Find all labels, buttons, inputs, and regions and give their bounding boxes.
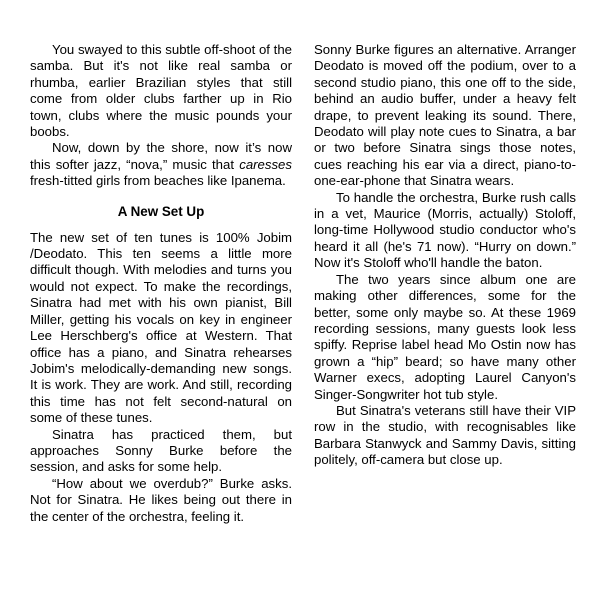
paragraph: But Sinatra's veterans still have their VIP row in the studio, with recognisables like Barbara Stanwyck and Sammy Davis, sitting politely, off-camera but close up. — [314, 402, 576, 468]
paragraph: Sonny Burke figures an alternative. Arranger Deodato is moved off the podium, over to a second studio piano, this one off to the side, behind an audio buffer, under a heavy felt drape, to prevent leaking its sound. There, Deodato will play note cues to Sinatra, a bar or two before Sinatra sings those notes, cues reaching his ear via a direct, piano-to-one-ear-phone that Sinatra wears. — [314, 42, 576, 189]
paragraph: To handle the orchestra, Burke rush calls in a vet, Maurice (Morris, actually) Stoloff, long-time Hollywood studio conductor who's heard it all (he's 71 now). “Hurry on down.” Now it's Stoloff who'll handle the baton. — [314, 189, 576, 271]
paragraph-text-part-1: Now, down by the shore, now it’s now this softer jazz, “nova,” music that — [30, 140, 292, 172]
section-heading: A New Set Up — [117, 203, 205, 219]
paragraph: “How about we overdub?” Burke asks. Not for Sinatra. He likes being out there in the center of the orchestra, feeling it. — [30, 475, 292, 524]
paragraph: The new set of ten tunes is 100% Jobim /Deodato. This ten seems a little more difficult though. With melodies and turns you would not expect. To make the recordings, Sinatra had met with his own pianist, Bill Miller, getting his vocals on key in engineer Lee Herschberg's office at Western. That office has a piano, and Sinatra rehearses Jobim's melodically-demanding new songs. It is work. They are work. And still, recording this time has not felt second-natural on some of these tunes. — [30, 229, 292, 426]
two-column-layout — [30, 42, 576, 525]
paragraph: You swayed to this subtle off-shoot of the samba. But it's not like real samba or rhumba, earlier Brazilian styles that still come from older clubs farther up in Rio town, clubs where the music pounds your boobs. — [30, 42, 292, 140]
paragraph-with-italic — [30, 140, 292, 189]
italic-word: caresses — [239, 156, 292, 172]
paragraph-text-part-2: fresh-titted girls from beaches like Ipanema. — [30, 173, 286, 189]
left-column — [30, 42, 292, 525]
paragraph: The two years since album one are making other differences, some for the better, some only maybe so. At these 1969 recording sessions, many guests look less spiffy. Reprise label head Mo Ostin now has grown a “hip” beard; so have many other Warner execs, adopting Laurel Canyon's Singer-Songwriter hot tub style. — [314, 271, 576, 402]
paragraph: Sinatra has practiced them, but approaches Sonny Burke before the session, and asks for some help. — [30, 426, 292, 475]
right-column — [314, 42, 576, 469]
